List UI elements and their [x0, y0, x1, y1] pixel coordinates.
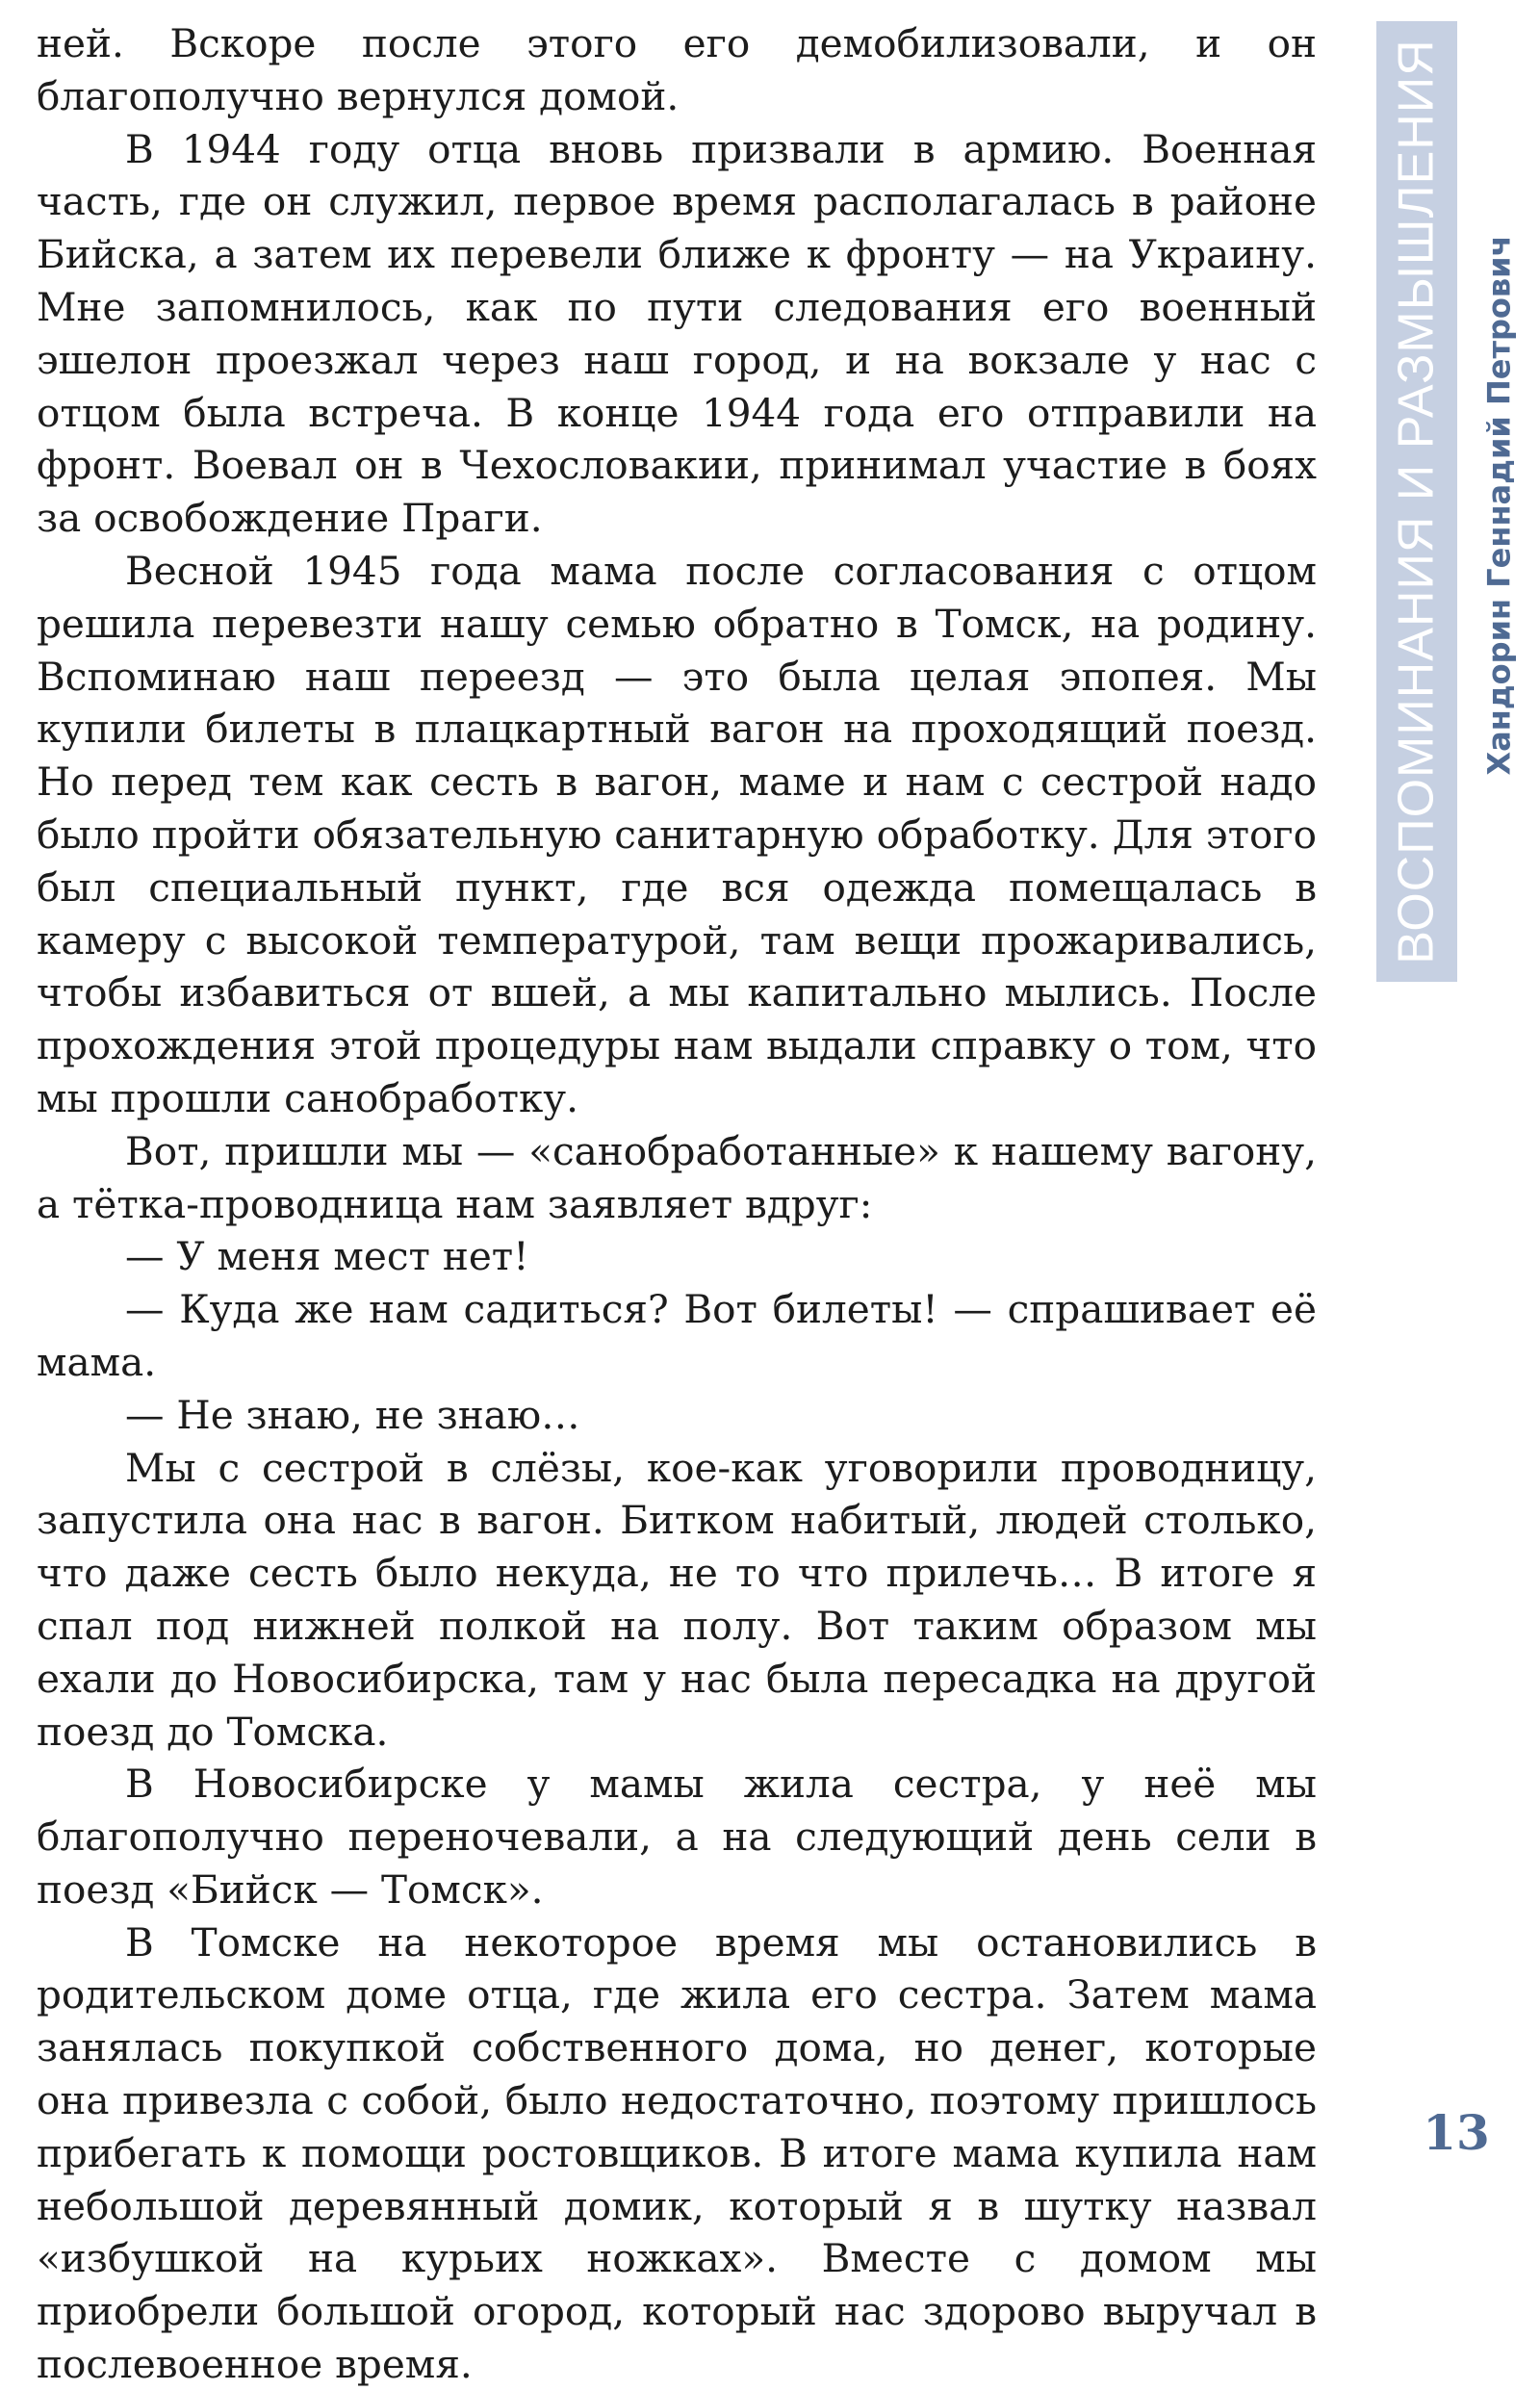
paragraph: Весной 1945 года мама после согласования с отцом решила перевезти нашу семью обратно в Томск, на родину. Вспоминаю наш переезд — это была целая эпопея. Мы купили билеты в плацкартный вагон на проходящий поезд. Но перед тем как сесть в вагон, маме и нам с сестрой надо было пройти обязательную санитарную обработку. Для этого был специальный пункт, где вся одежда помещалась в камеру с высокой температурой, там вещи прожаривались, чтобы избавиться от вшей, а мы капитально мылись. После прохождения этой процедуры нам выдали справку о том, что мы прошли санобработку. [37, 547, 1317, 1121]
paragraph: ней. Вскоре после этого его демобилизовали, и он благополучно вернулся домой. [37, 20, 1317, 119]
paragraph: Мы с сестрой в слёзы, кое-как уговорили проводницу, запустила она нас в вагон. Битком набитый, людей столько, что даже сесть было некуда, не то что прилечь… В итоге я спал под нижней полкой на полу. Вот таким образом мы ехали до Новосибирска, там у нас была пересадка на другой поезд до Томска. [37, 1444, 1317, 1755]
section-title: ВОСПОМИНАНИЯ И РАЗМЫШЛЕНИЯ [1389, 39, 1445, 964]
dialog-line: — Куда же нам садиться? Вот билеты! — спрашивает её мама. [37, 1286, 1317, 1385]
dialog-line: — У меня мест нет! [125, 1233, 529, 1280]
section-title-wrapper [1376, 21, 1457, 982]
page-number: 13 [1423, 2104, 1490, 2161]
paragraph: В Томске на некоторое время мы остановились в родительском доме отца, где жила его сестра. Затем мама занялась покупкой собственного дома, но денег, которые она привезла с собой, было недостаточно, поэтому пришлось прибегать к помощи ростовщиков. В итоге мама купила нам небольшой деревянный домик, который я в шутку назвал «избушкой на курьих ножках». Вместе с домом мы приобрели большой огород, который нас здорово выручал в послевоенное время. [37, 1918, 1317, 2388]
author-wrapper [1471, 217, 1528, 794]
paragraph: Вот, пришли мы — «санобработанные» к нашему вагону, а тётка-проводница нам заявляет вдруг: [37, 1127, 1317, 1227]
paragraph: В 1944 году отца вновь призвали в армию. Военная часть, где он служил, первое время располагалась в районе Бийска, а затем их перевели ближе к фронту — на Украину. Мне запомнилось, как по пути следования его военный эшелон проезжал через наш город, и на вокзале у нас с отцом была встреча. В конце 1944 года его отправили на фронт. Воевал он в Чехословакии, принимал участие в боях за освобождение Праги. [37, 125, 1317, 542]
paragraph: В Новосибирске у мамы жила сестра, у неё мы благополучно переночевали, а на следующий день сели в поезд «Бийск — Томск». [37, 1761, 1317, 1913]
body-text [37, 17, 1317, 2391]
author-name: Хандорин Геннадий Петрович [1481, 235, 1519, 776]
dialog-line: — Не знаю, не знаю… [125, 1391, 580, 1438]
